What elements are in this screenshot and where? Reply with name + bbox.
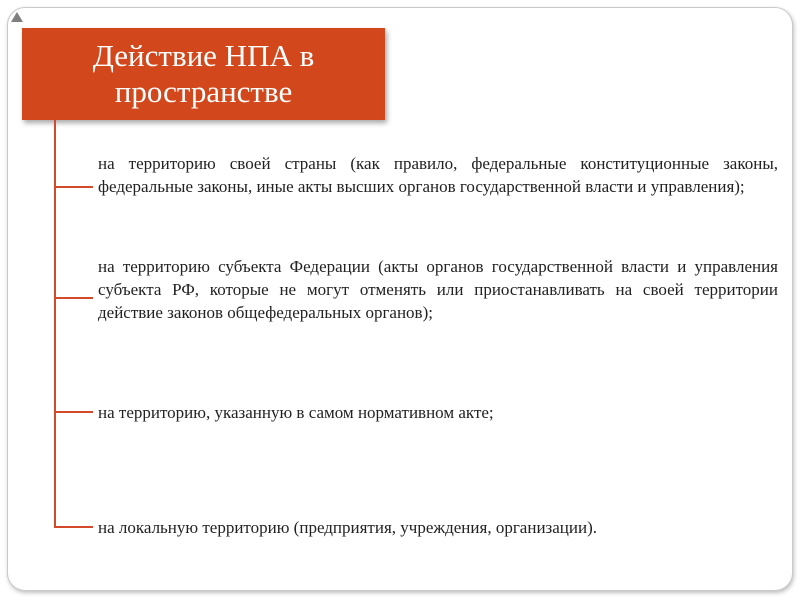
connector-branch-4 <box>55 526 93 528</box>
corner-triangle-icon <box>11 12 23 22</box>
list-item-3: на территорию, указанную в самом нормативном акте; <box>98 403 494 422</box>
connector-vertical-line <box>54 120 56 528</box>
connector-branch-2 <box>55 297 93 299</box>
list-item-4: на локальную территорию (предприятия, учреждения, организации). <box>98 518 598 537</box>
connector-branch-1 <box>55 186 93 188</box>
list-item-2: на территорию субъекта Федерации (акты органов государственной власти и управления субъекта РФ, которые не могут отменять или приостанавливать на своей территории действие законов общефедеральных органов); <box>98 257 778 322</box>
connector-branch-3 <box>55 411 93 413</box>
list-item-1: на территорию своей страны (как правило, федеральные конституционные законы, федеральные законы, иные акты высших органов государственной власти и управления); <box>98 154 778 196</box>
title-box <box>22 28 385 120</box>
slide-title: Действие НПА в пространстве <box>92 38 315 109</box>
